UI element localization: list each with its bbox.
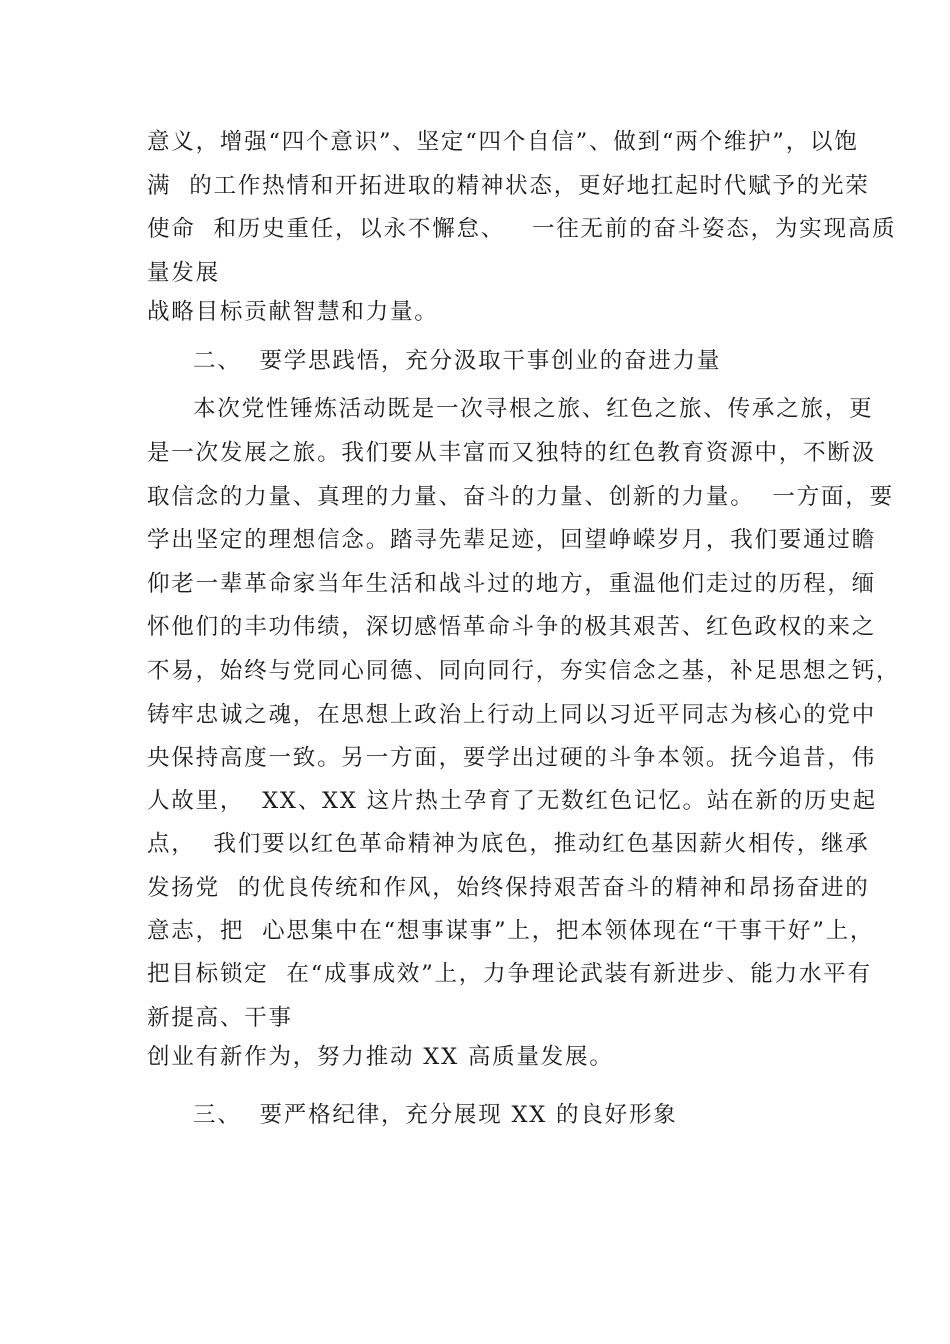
- section-heading-3: 三、 要严格纪律，充分展现 XX 的良好形象: [193, 1102, 678, 1128]
- paragraph-line: 意志，把 心思集中在“想事谋事”上，把本领体现在“干事干好”上，: [147, 918, 875, 944]
- paragraph-line: 铸牢忠诚之魂，在思想上政治上行动上同以习近平同志为核心的党中: [147, 702, 877, 728]
- paragraph-line: 把目标锁定 在“成事成效”上，力争理论武装有新进步、能力水平有: [147, 961, 872, 987]
- paragraph-line: 量发展: [147, 260, 220, 286]
- paragraph-line: 怀他们的丰功伟绩，深切感悟革命斗争的极其艰苦、红色政权的来之: [147, 614, 877, 640]
- paragraph-line: 是一次发展之旅。我们要从丰富而又独特的红色教育资源中，不断汲: [147, 440, 877, 466]
- paragraph-line: 取信念的力量、真理的力量、奋斗的力量、创新的力量。 一方面，要: [147, 484, 894, 510]
- paragraph-line: 满 的工作热情和开拓进取的精神状态，更好地扛起时代赋予的光荣: [147, 173, 870, 199]
- section-heading-2: 二、 要学思践悟，充分汲取干事创业的奋进力量: [193, 348, 722, 374]
- paragraph-line: 央保持高度一致。另一方面，要学出过硬的斗争本领。抚今追昔，伟: [147, 745, 877, 771]
- paragraph-line: 新提高、干事: [147, 1005, 293, 1031]
- paragraph-line: 学出坚定的理想信念。踏寻先辈足迹，回望峥嵘岁月，我们要通过瞻: [147, 527, 877, 553]
- paragraph-line: 战略目标贡献智慧和力量。: [147, 299, 439, 325]
- paragraph-line: 创业有新作为，努力推动 XX 高质量发展。: [147, 1044, 614, 1070]
- paragraph-line: 不易，始终与党同心同德、同向同行，夯实信念之基，补足思想之钙，: [147, 658, 901, 684]
- paragraph-line: 点， 我们要以红色革命精神为底色，推动红色基因薪火相传，继承: [147, 831, 870, 857]
- paragraph-line: 人故里， XX、XX 这片热土孕育了无数红色记忆。站在新的历史起: [147, 788, 877, 814]
- paragraph-line: 仰老一辈革命家当年生活和战斗过的地方，重温他们走过的历程，缅: [147, 571, 877, 597]
- paragraph-line: 本次党性锤炼活动既是一次寻根之旅、红色之旅、传承之旅，更: [193, 396, 874, 422]
- paragraph-line: 意义，增强“四个意识”、坚定“四个自信”、做到“两个维护”，以饱: [147, 129, 859, 155]
- paragraph-line: 发扬党 的优良传统和作风，始终保持艰苦奋斗的精神和昂扬奋进的: [147, 875, 870, 901]
- paragraph-line: 使命 和历史重任，以永不懈怠、 一往无前的奋斗姿态，为实现高质: [147, 216, 897, 242]
